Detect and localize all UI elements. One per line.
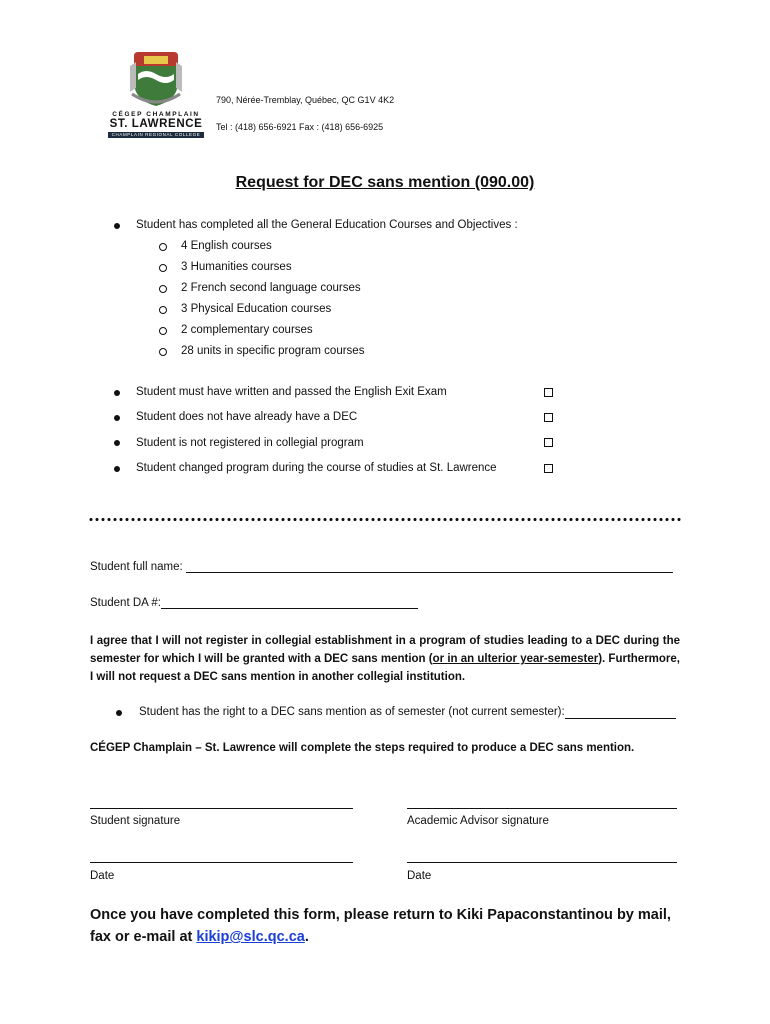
condition-checkbox[interactable] (544, 388, 553, 397)
return-text: Once you have completed this form, please return to Kiki Papaconstantinou by mail, fax or e-mail at (90, 907, 671, 945)
semester-label: Student has the right to a DEC sans mention as of semester (not current semester): (139, 706, 565, 718)
gen-ed-item: 2 French second language courses (181, 282, 361, 294)
bullet-icon (114, 223, 120, 229)
bullet-icon (114, 440, 120, 446)
agreement-text: I agree that I will not register in collegial establishment in a program of studies leading to a DEC during the semester for which I will be granted with a DEC sans mention ( (90, 635, 680, 665)
phone-fax: Tel : (418) 656-6921 Fax : (418) 656-6925 (216, 122, 384, 132)
circle-bullet-icon (159, 306, 167, 314)
gen-ed-item: 2 complementary courses (181, 324, 313, 336)
gen-ed-item: 4 English courses (181, 240, 272, 252)
da-field[interactable] (161, 608, 418, 609)
student-signature-field[interactable] (90, 808, 353, 809)
circle-bullet-icon (159, 327, 167, 335)
condition-checkbox[interactable] (544, 413, 553, 422)
circle-bullet-icon (159, 285, 167, 293)
bullet-icon (114, 466, 120, 472)
return-instructions (90, 904, 690, 948)
college-logo-name: ST. LAWRENCE (109, 118, 203, 130)
advisor-signature-label: Academic Advisor signature (407, 815, 549, 827)
condition-text: Student must have written and passed the English Exit Exam (136, 386, 447, 398)
college-logo-band: CHAMPLAIN REGIONAL COLLEGE (108, 132, 204, 138)
bullet-icon (114, 390, 120, 396)
condition-text: Student is not registered in collegial program (136, 437, 364, 449)
agreement-text-end: ). Furthermore, I will not request a DEC sans mention in another collegial institution. (90, 653, 680, 683)
circle-bullet-icon (159, 264, 167, 272)
semester-field[interactable] (565, 718, 676, 719)
circle-bullet-icon (159, 348, 167, 356)
gen-ed-item: 28 units in specific program courses (181, 345, 365, 357)
bullet-icon (114, 415, 120, 421)
student-signature-label: Student signature (90, 815, 181, 827)
page-title: Request for DEC sans mention (090.00) (235, 174, 535, 191)
condition-checkbox[interactable] (544, 464, 553, 473)
cegep-note: CÉGEP Champlain – St. Lawrence will complete the steps required to produce a DEC sans mention. (90, 742, 635, 754)
advisor-signature-field[interactable] (407, 808, 677, 809)
agreement-paragraph (90, 632, 680, 686)
condition-text: Student does not have already have a DEC (136, 411, 358, 423)
return-text-end: . (304, 929, 309, 945)
advisor-date-label: Date (407, 870, 432, 882)
circle-bullet-icon (159, 243, 167, 251)
agreement-underlined: or in an ulterior year-semester (432, 653, 599, 665)
gen-ed-item: 3 Humanities courses (181, 261, 292, 273)
condition-text: Student changed program during the course of studies at St. Lawrence (136, 462, 497, 474)
student-date-label: Date (90, 870, 115, 882)
full-name-label: Student full name: (90, 561, 183, 573)
address: 790, Nérée-Tremblay, Québec, QC G1V 4K2 (216, 95, 395, 105)
bullet-icon (116, 710, 122, 716)
dotted-separator (88, 517, 682, 522)
email-link[interactable]: kikip@slc.qc.ca (196, 929, 305, 945)
condition-checkbox[interactable] (544, 438, 553, 447)
gen-ed-item: 3 Physical Education courses (181, 303, 332, 315)
full-name-field[interactable] (186, 572, 673, 573)
gen-ed-intro: Student has completed all the General Education Courses and Objectives : (136, 219, 518, 231)
college-logo-top-text: CÉGEP CHAMPLAIN (112, 111, 200, 118)
advisor-date-field[interactable] (407, 862, 677, 863)
da-label: Student DA #: (90, 597, 161, 609)
crest-icon (128, 48, 184, 108)
student-date-field[interactable] (90, 862, 353, 863)
college-logo (108, 48, 204, 140)
